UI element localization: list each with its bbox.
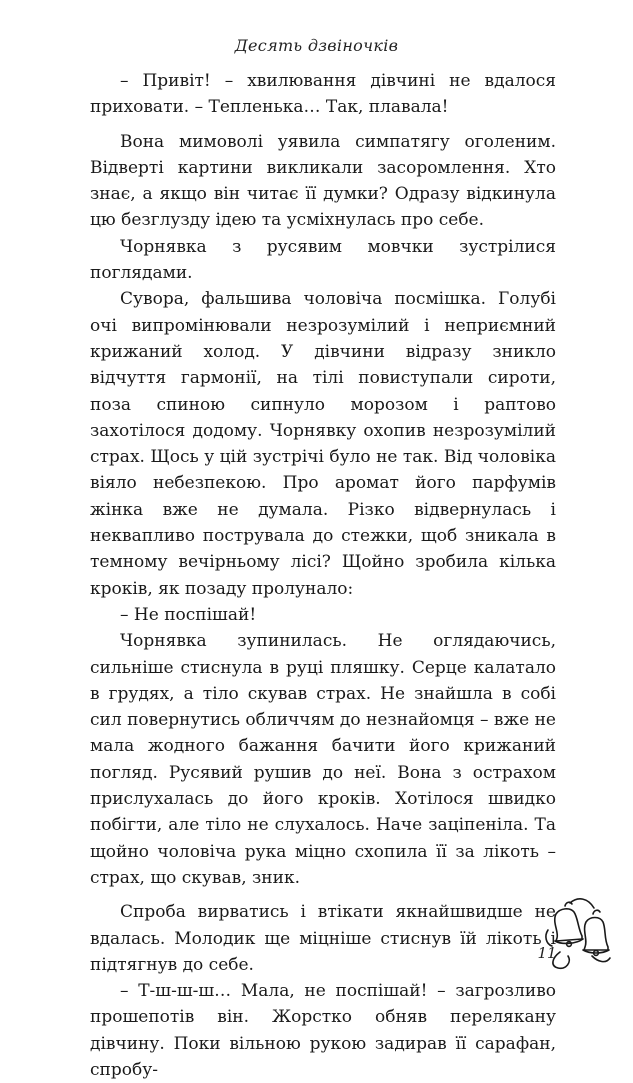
- paragraph: Чорнявка з русявим мовчки зустрілися поглядами.: [90, 236, 556, 284]
- paragraph: Чорнявка зупинилась. Не оглядаючись, сильніше стиснула в руці пляшку. Серце калатало в грудях, а тіло скував страх. Не знайшла в собі сил повернутись обличчям до незнайомця – вже не мала жодного бажання бачити його крижаний погляд. Русявий рушив до неї. Вона з острахом прислухалась до його кроків. Хотілося швидко побігти, але тіло не слухалось. Наче заціпеніла. Та щойно чоловіча рука міцно схопила її за лікоть – страх, що скував, зник.: [90, 631, 556, 888]
- paragraph: Спроба вирватись і втікати якнайшвидше не вдалась. Молодик ще міцніше стиснув їй лікоть і підтягнув до себе.: [90, 902, 556, 975]
- running-header: Десять дзвіночків: [234, 36, 399, 55]
- page-number: 11: [537, 944, 557, 962]
- paragraph: – Привіт! – хвилювання дівчині не вдалося приховати. – Тепленька… Так, плавала!: [90, 71, 556, 118]
- paragraph: Вона мимоволі уявила симпатягу оголеним. Відверті картини викликали засоромлення. Хто знає, а якщо він читає її думки? Одразу відкинула цю безглузду ідею та усміхнулась про себе.: [90, 131, 556, 231]
- paragraph: – Не поспішай!: [120, 604, 257, 625]
- body-text: [90, 68, 556, 1083]
- paragraph: Сувора, фальшива чоловіча посмішка. Голубі очі випромінювали незрозумілий і неприємний крижаний холод. У дівчини відразу зникло відчуття гармонії, на тілі повиступали сироти, поза спиною сипнуло морозом і раптово захотілося додому. Чорнявку охопив незрозумілий страх. Щось у цій зустрічі було не так. Від чоловіка віяло небезпекою. Про аромат його парфумів жінка вже не думала. Різко відвернулась і неквапливо пострувала до стежки, щоб зникала в темному вечірньому лісі? Щойно зробила кілька кроків, як позаду пролунало:: [90, 289, 556, 599]
- paragraph: – Т-ш-ш-ш… Мала, не поспішай! – загрозливо прошепотів він. Жорстко обняв перелякану дівчину. Поки вільною рукою задирав її сарафан, спробу-: [90, 981, 556, 1080]
